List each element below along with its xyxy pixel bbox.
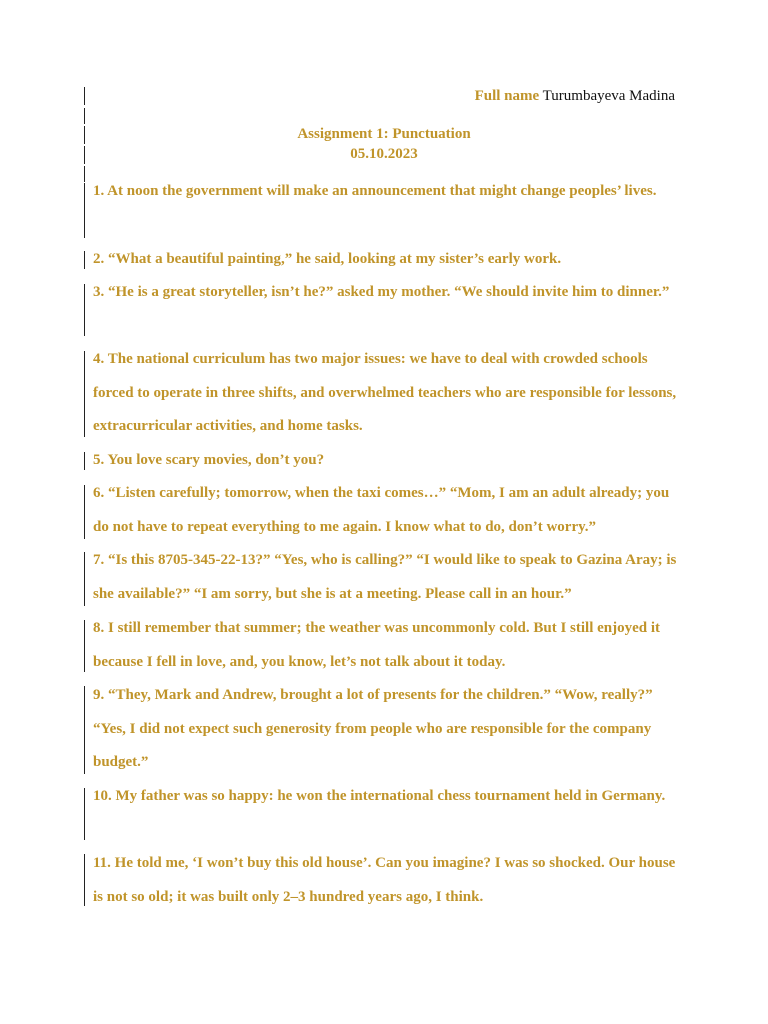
item-2: 2. “What a beautiful painting,” he said, looking at my sister’s early work. — [93, 251, 562, 267]
change-bar — [84, 166, 85, 182]
change-bar — [84, 351, 85, 437]
item-4: 4. The national curriculum has two major issues: we have to deal with crowded schools forced to operate in three shifts, and overwhelmed teachers who are responsible for lessons, extracurricular activities, and home tasks. — [93, 351, 677, 434]
change-bar — [84, 183, 85, 238]
change-bar — [84, 788, 85, 840]
item-8: 8. I still remember that summer; the weather was uncommonly cold. But I still enjoyed it because I fell in love, and, you know, let’s not talk about it today. — [93, 620, 661, 670]
change-bar — [84, 552, 85, 606]
assignment-date: 05.10.2023 — [350, 146, 418, 162]
change-bar — [84, 485, 85, 539]
change-bar — [84, 854, 85, 906]
item-5: 5. You love scary movies, don’t you? — [93, 452, 325, 468]
item-10: 10. My father was so happy: he won the international chess tournament held in Germany. — [93, 788, 666, 804]
full-name-value: Turumbayeva Madina — [542, 88, 675, 104]
change-bar — [84, 87, 85, 105]
change-bar — [84, 452, 85, 470]
item-6: 6. “Listen carefully; tomorrow, when the taxi comes…” “Mom, I am an adult already; you do not have to repeat everything to me again. I know what to do, don’t worry.” — [93, 485, 670, 535]
change-bar — [84, 284, 85, 336]
change-bar — [84, 108, 85, 124]
item-9: 9. “They, Mark and Andrew, brought a lot of presents for the children.” “Wow, really?” “Yes, I did not expect such generosity from people who are responsible for the company budget.” — [93, 687, 653, 770]
item-3: 3. “He is a great storyteller, isn’t he?” asked my mother. “We should invite him to dinner.” — [93, 284, 670, 300]
item-1: 1. At noon the government will make an announcement that might change peoples’ lives. — [93, 183, 657, 199]
change-bar — [84, 686, 85, 774]
full-name-label: Full name — [474, 88, 540, 104]
assignment-title: Assignment 1: Punctuation — [297, 126, 471, 142]
item-11: 11. He told me, ‘I won’t buy this old house’. Can you imagine? I was so shocked. Our house is not so old; it was built only 2–3 hundred years ago, I think. — [93, 855, 676, 905]
change-bar — [84, 620, 85, 672]
item-7: 7. “Is this 8705-345-22-13?” “Yes, who is calling?” “I would like to speak to Gazina Aray; is she available?” “I am sorry, but she is at a meeting. Please call in an hour.” — [93, 552, 677, 602]
change-bar — [84, 251, 85, 269]
full-name-line — [475, 86, 675, 106]
